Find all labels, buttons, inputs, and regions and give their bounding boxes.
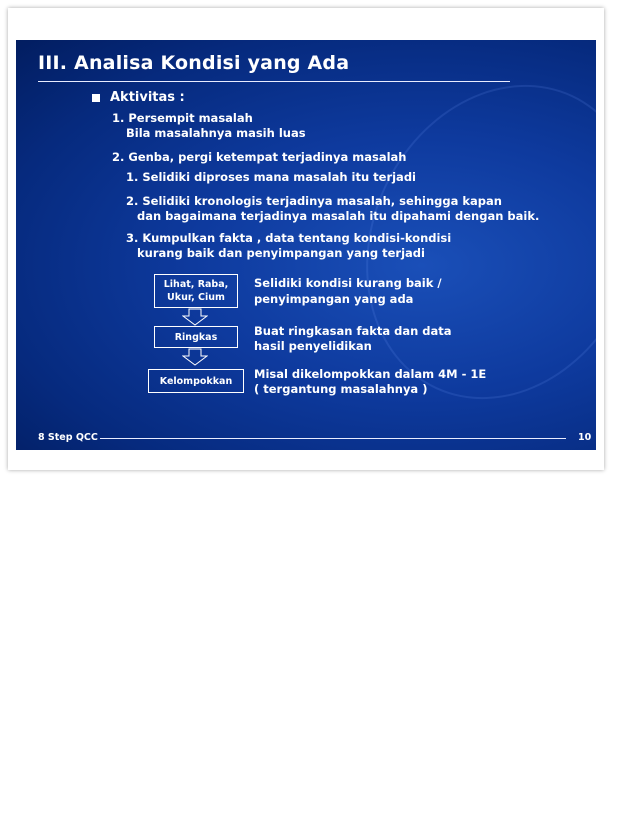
slide-title: III. Analisa Kondisi yang Ada [38, 52, 350, 74]
footer-label: 8 Step QCC [38, 432, 98, 443]
down-arrow-icon [182, 308, 208, 326]
flow-box-lihat-raba: Lihat, Raba, Ukur, Cium [154, 274, 238, 308]
footer-divider [100, 438, 566, 439]
slide [16, 40, 596, 450]
item-1-line-2: Bila masalahnya masih luas [126, 126, 306, 140]
title-divider [38, 81, 510, 82]
sub-item-1: 1. Selidiki diproses mana masalah itu terjadi [126, 170, 416, 184]
sub-item-2-line-1: 2. Selidiki kronologis terjadinya masalah, sehingga kapan [126, 194, 502, 208]
item-2: 2. Genba, pergi ketempat terjadinya masalah [112, 150, 407, 164]
aktivitas-heading: Aktivitas : [110, 90, 185, 105]
flow-desc-3-line-1: Misal dikelompokkan dalam 4M - 1E [254, 367, 487, 381]
flow-box-kelompokkan: Kelompokkan [148, 369, 244, 393]
down-arrow-icon [182, 348, 208, 366]
sub-item-3-line-2: kurang baik dan penyimpangan yang terjadi [137, 246, 425, 260]
flow-desc-2-line-2: hasil penyelidikan [254, 339, 372, 353]
flow-desc-1-line-2: penyimpangan yang ada [254, 292, 414, 306]
item-1-line-1: 1. Persempit masalah [112, 111, 253, 125]
flow-desc-1-line-1: Selidiki kondisi kurang baik / [254, 276, 442, 290]
sub-item-2-line-2: dan bagaimana terjadinya masalah itu dipahami dengan baik. [137, 209, 540, 223]
flow-box-ringkas: Ringkas [154, 326, 238, 348]
flow-desc-3-line-2: ( tergantung masalahnya ) [254, 382, 428, 396]
flow-desc-2-line-1: Buat ringkasan fakta dan data [254, 324, 452, 338]
sub-item-3-line-1: 3. Kumpulkan fakta , data tentang kondisi-kondisi [126, 231, 452, 245]
page-number: 10 [578, 432, 592, 443]
page-frame [8, 8, 604, 470]
square-bullet-icon [92, 94, 100, 102]
